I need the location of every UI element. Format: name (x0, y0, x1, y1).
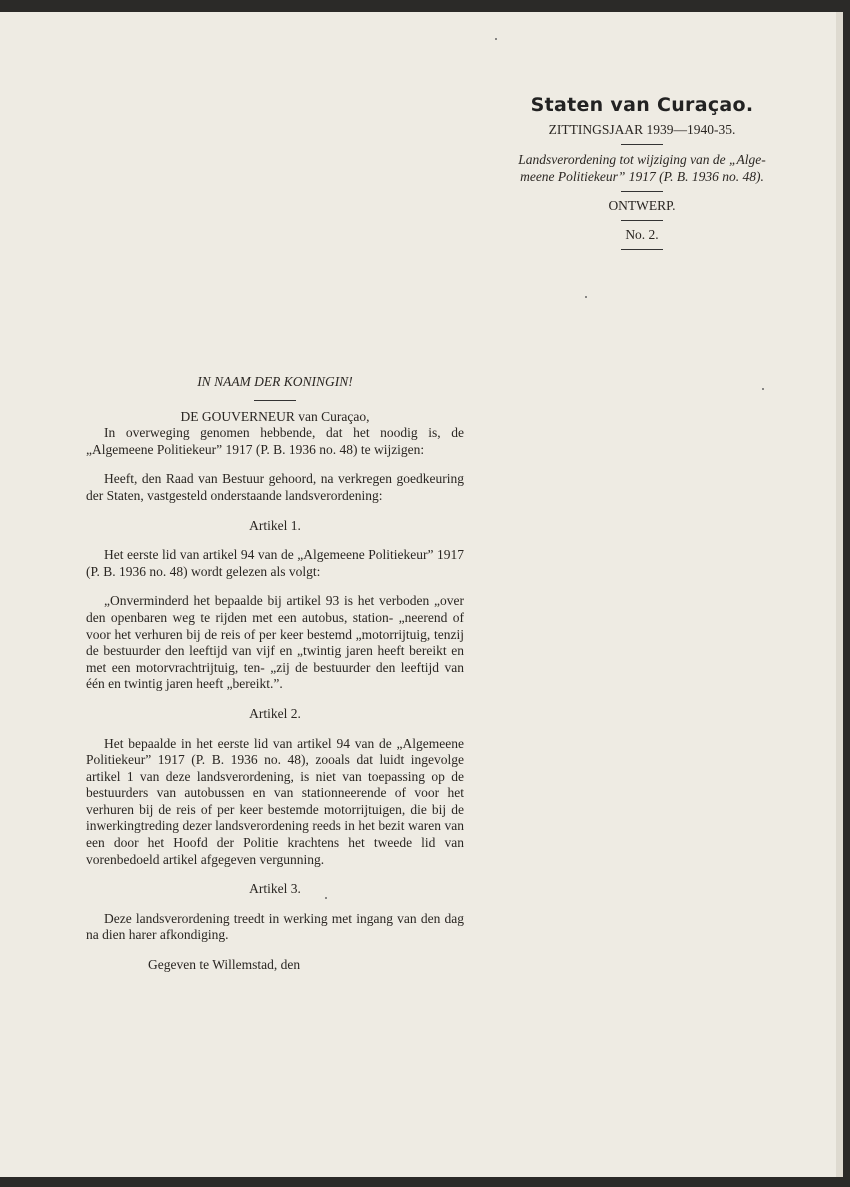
paper-speck (585, 296, 587, 298)
divider (621, 191, 663, 192)
page-edge (836, 12, 843, 1177)
article-2-heading: Artikel 2. (249, 705, 301, 721)
spacer (86, 723, 464, 736)
paper-speck (495, 38, 497, 40)
article-1-text: Het eerste lid van artikel 94 van de „Algemeene Politiekeur” 1917 (P. B. 1936 no. 48) wordt gelezen als volgt: (86, 547, 464, 579)
spacer (86, 944, 464, 957)
document-header (500, 94, 784, 256)
spacer (86, 580, 464, 593)
invocation: IN NAAM DER KONINGIN! (197, 374, 353, 389)
article-2-text: Het bepaalde in het eerste lid van artikel 94 van de „Algemeene Politiekeur” 1917 (P. B. 1936 no. 48), zooals dat luidt ingevolge artikel 1 van deze landsverordening, is niet van toepassing op de bestuurders van autobussen en van stationneerende of voor het verhuren bij de reis of per keer bestemde motorrijtuigen, die bij de inwerkingtreding dezer landsverordening reeds in het bezit waren van een door het Hoofd der Politie krachtens het tweede lid van vorenbedoeld artikel afgegeven vergunning. (86, 735, 464, 867)
draft-status: ONTWERP. (608, 198, 676, 213)
subject (500, 151, 784, 185)
spacer (86, 458, 464, 471)
session-year: ZITTINGSJAAR 1939—1940-35. (548, 122, 736, 137)
given-at-line: Gegeven te Willemstad, den (148, 957, 301, 973)
divider (621, 220, 663, 221)
paper-speck (762, 388, 764, 390)
article-3-text: Deze landsverordening treedt in werking met ingang van den dag na dien harer afkondiging. (86, 910, 464, 943)
enactment-paragraph: Heeft, den Raad van Bestuur gehoord, na verkregen goedkeuring der Staten, vastgesteld onderstaande landsverordening: (86, 471, 464, 503)
divider (621, 249, 663, 250)
subject-line: Landsverordening tot wijziging van de „Alge- (518, 152, 766, 167)
document-number: No. 2. (625, 227, 659, 242)
article-3-heading: Artikel 3. (249, 881, 301, 897)
considering-paragraph: In overweging genomen hebbende, dat het noodig is, de „Algemeene Politiekeur” 1917 (P. B. 1936 no. 48) te wijzigen: (86, 425, 464, 457)
document-title: Staten van Curaçao. (530, 94, 754, 116)
article-1-quote: „Onverminderd het bepaalde bij artikel 93 is het verboden „over den openbaren weg te rijden met een autobus, station- „neerend of voor het verhuren bij de reis of per keer bestemd „motorrijtuig, tenzij de bestuurder den leeftijd van vijf en „twintig jaren heeft bereikt en met een motorvrachtrijtuig, ten- „zij de bestuurder den leeftijd van één en twintig jaren heeft „bereikt.”. (86, 593, 464, 692)
spacer (86, 693, 464, 706)
spacer (86, 868, 464, 881)
paper-speck (325, 897, 327, 899)
divider (254, 400, 296, 401)
article-1-heading: Artikel 1. (249, 517, 301, 533)
spacer (86, 505, 464, 518)
divider (621, 144, 663, 145)
governor-line: DE GOUVERNEUR van Curaçao, (180, 408, 370, 424)
spacer (86, 898, 464, 911)
ordinance-body (86, 374, 464, 974)
spacer (86, 534, 464, 547)
subject-line: meene Politiekeur” 1917 (P. B. 1936 no. 48). (520, 169, 764, 184)
